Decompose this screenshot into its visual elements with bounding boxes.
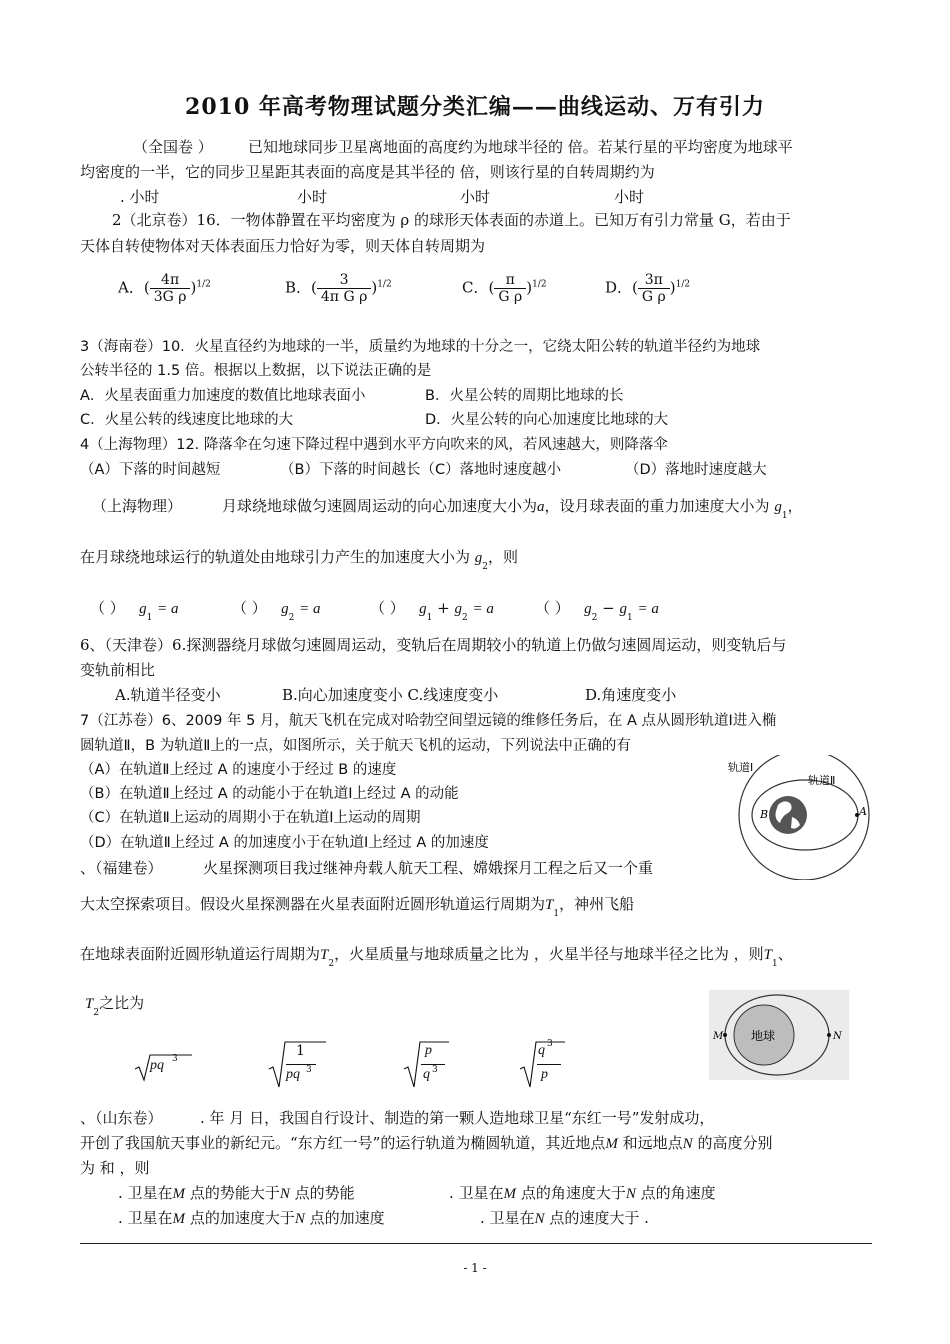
q9-option-a: . 卫星在M 点的势能大于N 点的势能 <box>118 1184 355 1202</box>
q6-option-bc: B.向心加速度变小 C.线速度变小 <box>282 686 499 704</box>
point-a-dot <box>855 813 859 817</box>
point-n-label: N <box>833 1031 842 1042</box>
q1-line1: 已知地球同步卫星离地面的高度约为地球半径的 倍。若某行星的平均密度为地球平 <box>248 138 793 156</box>
q3-option-d: D．火星公转的向心加速度比地球的大 <box>425 412 669 428</box>
q5-source: （上海物理） <box>92 497 183 515</box>
q6-option-d: D.角速度变小 <box>585 686 677 704</box>
q7-option-c: （C）在轨道Ⅱ上运动的周期小于在轨道Ⅰ上运动的周期 <box>80 810 421 826</box>
q4-line1: 4（上海物理）12. 降落伞在匀速下降过程中遇到水平方向吹来的风，若风速越大，则降落伞 <box>80 437 668 453</box>
orbit-1-label: 轨道Ⅰ <box>728 761 754 774</box>
point-b-label: B <box>760 808 769 821</box>
point-m-label: M <box>713 1031 724 1042</box>
q8-option-d: q 3 p <box>519 1039 569 1093</box>
q9-line1: . 年 月 日，我国自行设计、制造的第一颗人造地球卫星“东红一号”发射成功， <box>200 1109 715 1127</box>
q4-option-bc: （B）下落的时间越长（C）落地时速度越小 <box>280 462 562 478</box>
earth-label: 地球 <box>751 1029 776 1043</box>
fraction-bar <box>537 1064 561 1065</box>
point-a-label: A <box>859 805 867 818</box>
q5-option-d: （ ） $g_2 - g_1 = a$ <box>535 599 659 623</box>
q2-option-c: C．( $\frac{\pi}{\text{G ρ}}$ )$^{1/2}$ <box>462 272 547 305</box>
q8-option-a: pq 3 <box>134 1052 194 1086</box>
q3-option-c: C．火星公转的线速度比地球的大 <box>80 412 294 428</box>
q8-line1: 火星探测项目我过继神舟载人航天工程、嫦娥探月工程之后又一个重 <box>203 859 654 877</box>
footer-divider <box>80 1243 872 1244</box>
q1-source: （全国卷 ） <box>133 138 213 156</box>
q5-option-a: （ ） $g_1 = a$ <box>90 599 179 623</box>
q3-line1: 3（海南卷）10．火星直径约为地球的一半，质量约为地球的十分之一，它绕太阳公转的轨道半径约为地球 <box>80 339 761 355</box>
q5-option-c: （ ） $g_1 + g_2 = a$ <box>370 599 494 623</box>
q9-line3: 为 和 ，则 <box>80 1159 150 1177</box>
q8-line4: $T_2$之比为 <box>85 994 145 1018</box>
earth-orbit-figure <box>709 990 849 1080</box>
q6-option-a: A.轨道半径变小 <box>115 686 221 704</box>
q3-option-b: B．火星公转的周期比地球的长 <box>425 388 624 404</box>
q6-line1: 6、（天津卷）6.探测器绕月球做匀速圆周运动，变轨后在周期较小的轨道上仍做匀速圆周运动，则变轨后与 <box>80 636 787 654</box>
q2-option-b: B．( $\frac{3}{\text{4π G ρ}}$ )$^{1/2}$ <box>285 272 392 305</box>
q8-line2: 大太空探索项目。假设火星探测器在火星表面附近圆形轨道运行周期为$T_1$，神州飞船 <box>80 895 635 919</box>
q9-line2: 开创了我国航天事业的新纪元。“东方红一号”的运行轨道为椭圆轨道，其近地点M 和远地点N 的高度分别 <box>80 1134 773 1152</box>
q8-option-c: p q 3 <box>403 1039 453 1093</box>
q1-option-b: 小时 <box>297 188 328 206</box>
point-m-dot <box>723 1033 727 1037</box>
q3-option-a: A．火星表面重力加速度的数值比地球表面小 <box>80 388 366 404</box>
sqrt-sign <box>134 1052 194 1082</box>
q4-option-a: （A）下落的时间越短 <box>80 462 221 478</box>
q9-option-d: . 卫星在N 点的速度大于 . <box>480 1209 649 1227</box>
q7-line2: 圆轨道Ⅱ，B 为轨道Ⅱ上的一点，如图所示，关于航天飞机的运动，下列说法中正确的有 <box>80 738 631 754</box>
earth-globe <box>769 796 807 834</box>
q2-option-d: D．( $\frac{3\pi}{\text{G ρ}}$ )$^{1/2}$ <box>605 272 691 305</box>
q1-line2: 均密度的一半，它的同步卫星距其表面的高度是其半径的 倍，则该行星的自转周期约为 <box>80 163 655 181</box>
q5-option-b: （ ） $g_2 = a$ <box>232 599 321 623</box>
q1-option-a: . 小时 <box>120 188 160 206</box>
orbit-2-label: 轨道Ⅱ <box>808 774 836 787</box>
orbit-diagram <box>722 755 882 880</box>
q1-option-d: 小时 <box>614 188 645 206</box>
q3-line2: 公转半径的 1.5 倍。根据以上数据，以下说法正确的是 <box>80 363 432 379</box>
q9-option-c: . 卫星在M 点的加速度大于N 点的加速度 <box>118 1209 385 1227</box>
q6-line2: 变轨前相比 <box>80 661 156 679</box>
q8-source: 、（福建卷） <box>80 859 163 877</box>
q7-option-a: （A）在轨道Ⅱ上经过 A 的速度小于经过 B 的速度 <box>80 762 397 778</box>
q9-source: 、（山东卷） <box>80 1109 163 1127</box>
point-n-dot <box>827 1033 831 1037</box>
q8-option-b: 1 pq 3 <box>268 1039 328 1093</box>
q2-option-a: A．( $\frac{4\pi}{\text{3G ρ}}$ )$^{1/2}$ <box>118 272 211 305</box>
q8-line3: 在地球表面附近圆形轨道运行周期为$T_2$，火星质量与地球质量之比为 ，火星半径与地球半径之比为 ，则$T_1$、 <box>80 945 793 969</box>
page-title: 2010 年高考物理试题分类汇编——曲线运动、万有引力 <box>185 94 765 120</box>
q5-line1: 月球绕地球做匀速圆周运动的向心加速度大小为a，设月球表面的重力加速度大小为 $g_1$， <box>222 497 803 521</box>
q9-option-b: . 卫星在M 点的角速度大于N 点的角速度 <box>449 1184 716 1202</box>
q2-line1: 2（北京卷）16．一物体静置在平均密度为 ρ 的球形天体表面的赤道上。已知万有引力常量 G，若由于 <box>112 211 791 229</box>
page-number: - 1 - <box>463 1261 487 1275</box>
q7-option-b: （B）在轨道Ⅱ上经过 A 的动能小于在轨道Ⅰ上经过 A 的动能 <box>80 786 459 802</box>
q5-line2: 在月球绕地球运行的轨道处由地球引力产生的加速度大小为 $g_2$，则 <box>80 548 519 572</box>
q7-option-d: （D）在轨道Ⅱ上经过 A 的加速度小于在轨道Ⅰ上经过 A 的加速度 <box>80 835 489 851</box>
q7-line1: 7（江苏卷）6、2009 年 5 月，航天飞机在完成对哈勃空间望远镜的维修任务后，在 A 点从圆形轨道Ⅰ进入椭 <box>80 713 777 729</box>
q1-option-c: 小时 <box>460 188 491 206</box>
q2-line2: 天体自转使物体对天体表面压力恰好为零，则天体自转周期为 <box>80 237 486 255</box>
q4-option-d: （D）落地时速度越大 <box>625 462 767 478</box>
